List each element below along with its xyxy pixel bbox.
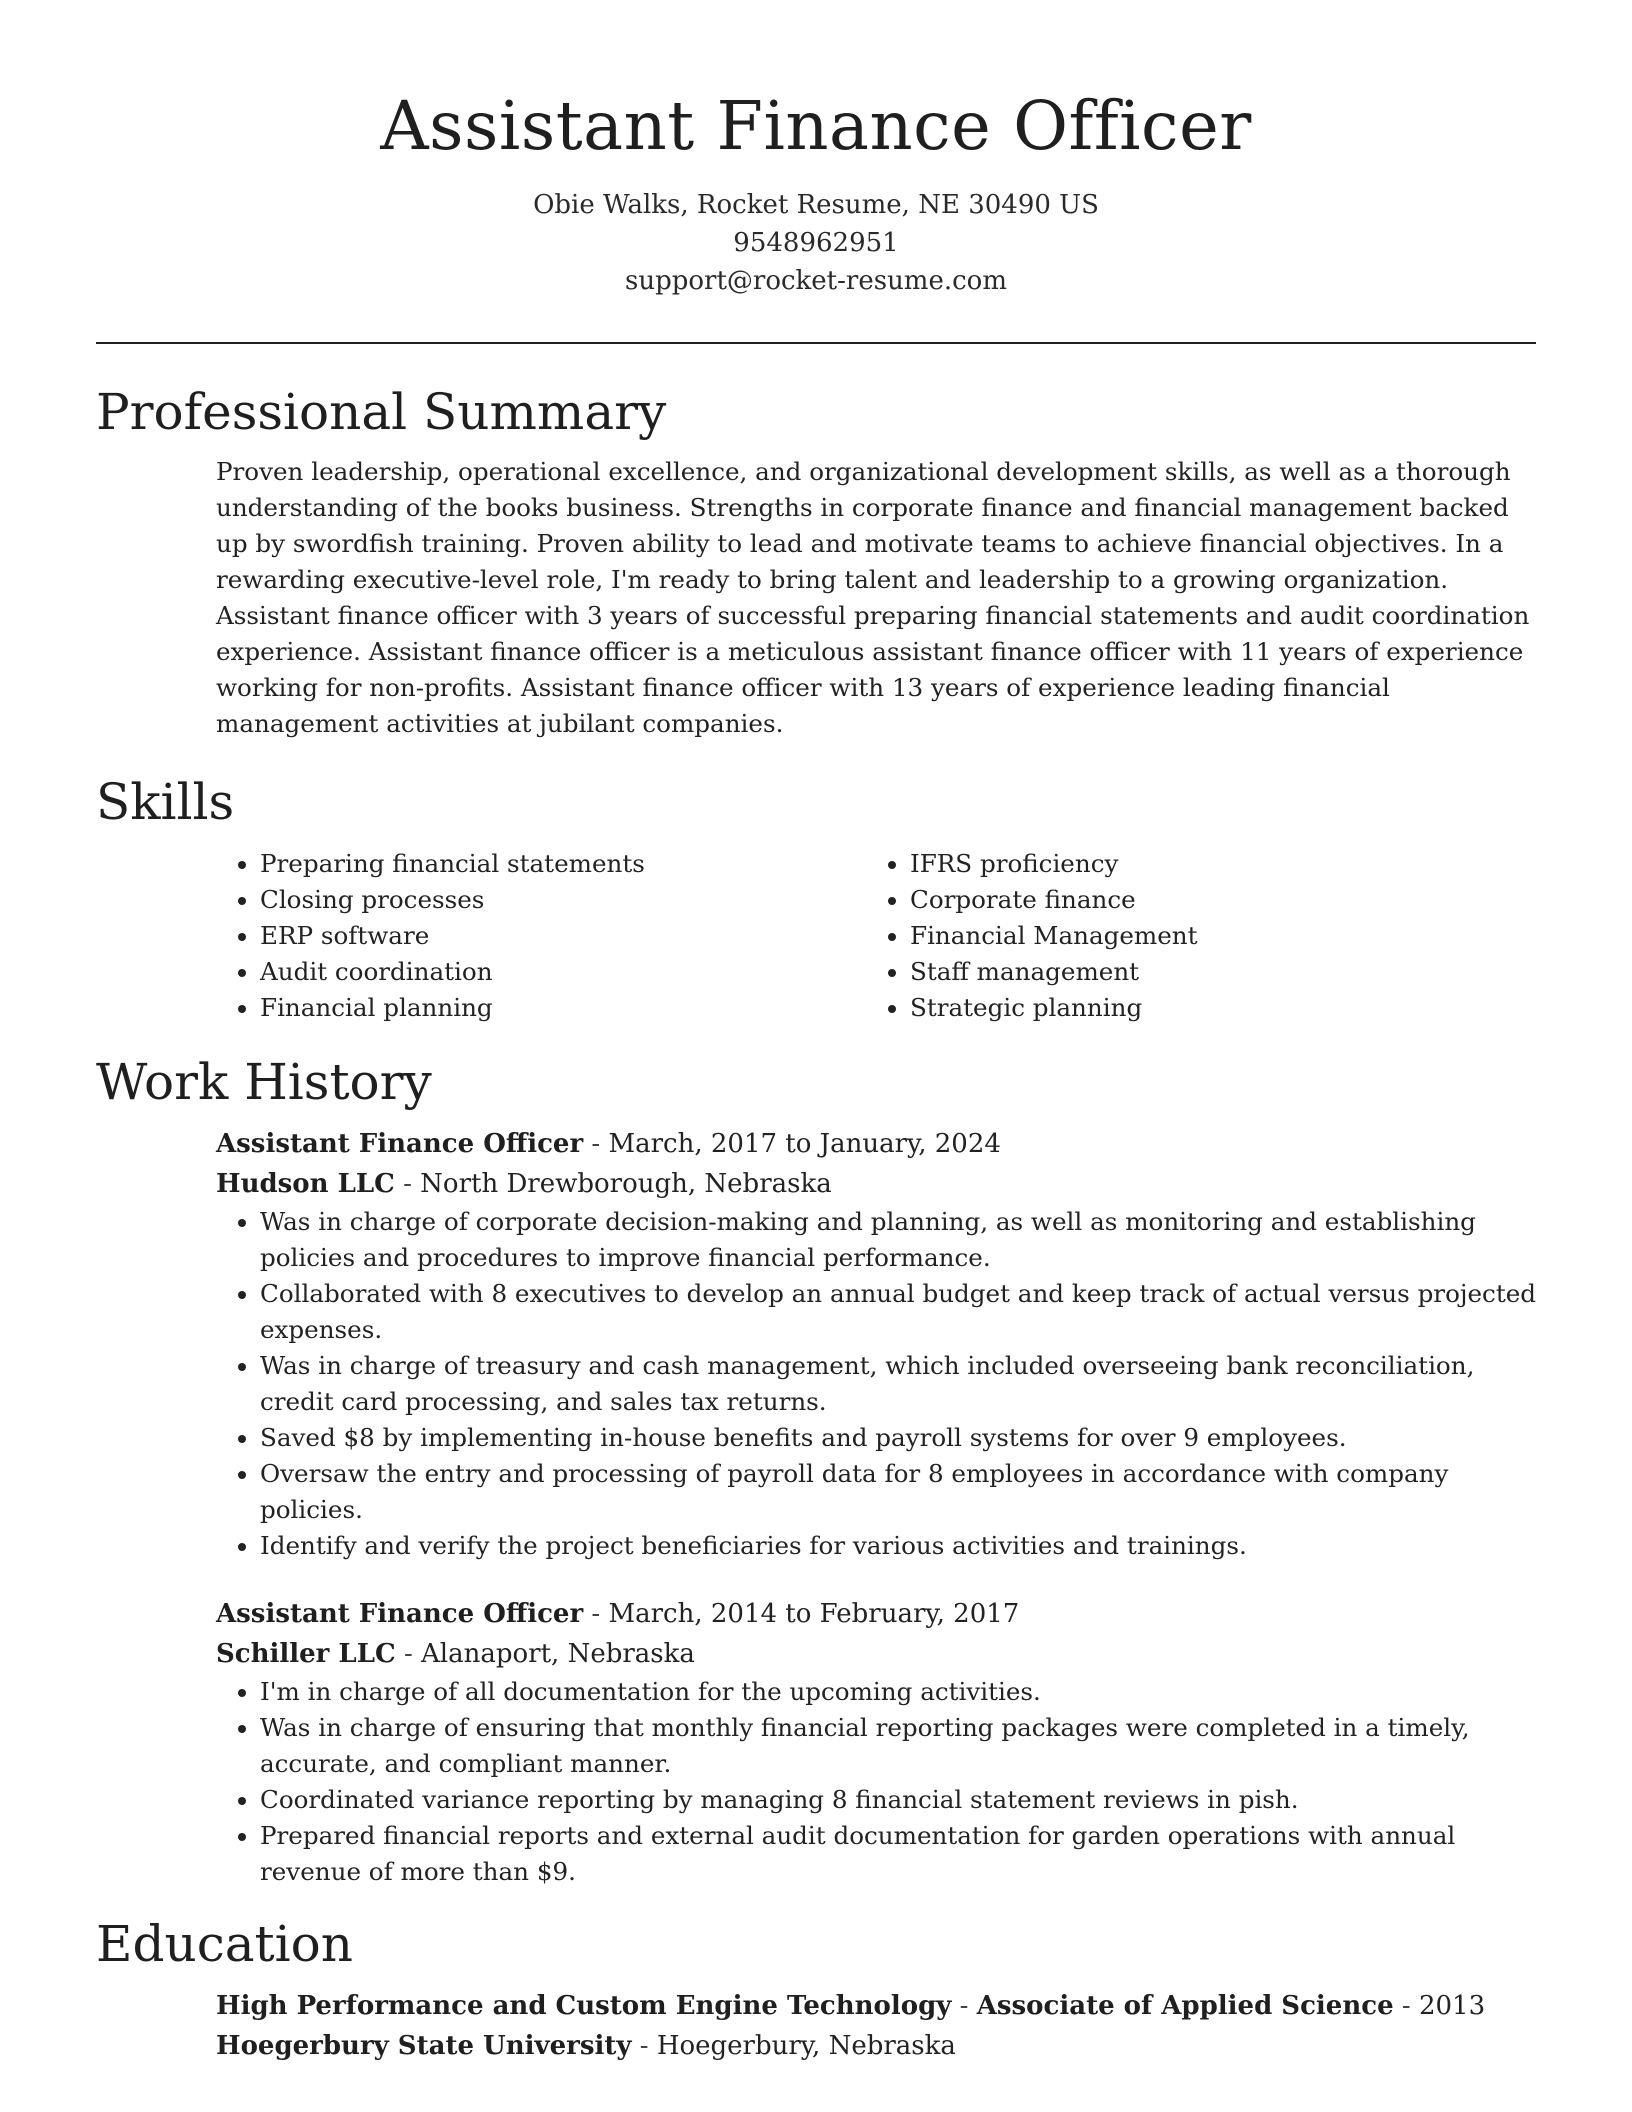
separator: - xyxy=(394,1169,421,1199)
job-duty: • I'm in charge of all documentation for the upcoming activities. xyxy=(260,1674,1541,1710)
job-duty: • Was in charge of corporate decision-making and planning, as well as monitoring and establishing policies and procedures to improve financial performance. xyxy=(260,1204,1541,1276)
summary-text: Proven leadership, operational excellence, and organizational development skills, as well as a thorough understanding of the books business. Strengths in corporate finance and financial management backed up by swordfish training. Proven ability to lead and motivate teams to achieve financial objectives. In a rewarding executive-level role, I'm ready to bring talent and leadership to a growing organization. Assistant finance officer with 3 years of successful preparing financial statements and audit coordination experience. Assistant finance officer is a meticulous assistant finance officer with 11 years of experience working for non-profits. Assistant finance officer with 13 years of experience leading financial management activities at jubilant companies. xyxy=(216,457,1530,738)
job-location: North Drewborough, Nebraska xyxy=(420,1169,832,1199)
job-company: Schiller LLC xyxy=(216,1639,396,1669)
job-duties-list xyxy=(216,1674,1541,1890)
contact-address: Obie Walks, Rocket Resume, NE 30490 US xyxy=(533,190,1099,220)
job-title-line xyxy=(216,1124,1541,1164)
separator: - xyxy=(631,2031,657,2061)
job-dates: March, 2014 to February, 2017 xyxy=(608,1599,1020,1629)
job-entry xyxy=(216,1124,1541,1564)
job-title: Assistant Finance Officer xyxy=(216,1129,584,1159)
education-section xyxy=(96,1914,1536,2066)
job-duty: • Identify and verify the project beneficiaries for various activities and trainings. xyxy=(260,1528,1541,1564)
job-duty: • Coordinated variance reporting by managing 8 financial statement reviews in pish. xyxy=(260,1782,1541,1818)
skill-item: • ERP software xyxy=(260,918,866,954)
skill-item: • Preparing financial statements xyxy=(260,846,866,882)
separator: - xyxy=(1393,1991,1419,2021)
summary-section xyxy=(96,382,1536,742)
skill-item: • Closing processes xyxy=(260,882,866,918)
separator: - xyxy=(583,1129,609,1159)
education-school-line xyxy=(216,2026,1541,2066)
job-duty: • Collaborated with 8 executives to develop an annual budget and keep track of actual versus projected expenses. xyxy=(260,1276,1541,1348)
education-entry xyxy=(216,1986,1541,2066)
contact-phone: 9548962951 xyxy=(733,228,899,258)
contact-block xyxy=(0,186,1632,300)
header-divider xyxy=(96,342,1536,344)
education-degree-line xyxy=(216,1986,1541,2026)
job-duties-list xyxy=(216,1204,1541,1564)
job-entry xyxy=(216,1594,1541,1890)
skill-item: • Staff management xyxy=(910,954,1516,990)
work-heading: Work History xyxy=(96,1053,432,1111)
education-school: Hoegerbury State University xyxy=(216,2031,632,2061)
job-title: Assistant Finance Officer xyxy=(216,1599,584,1629)
job-duty: • Saved $8 by implementing in-house benefits and payroll systems for over 9 employees. xyxy=(260,1420,1541,1456)
job-location: Alanaport, Nebraska xyxy=(421,1639,695,1669)
separator: - xyxy=(583,1599,609,1629)
job-company: Hudson LLC xyxy=(216,1169,395,1199)
job-company-line xyxy=(216,1634,1541,1674)
education-degree: Associate of Applied Science xyxy=(976,1991,1394,2021)
skills-column-left xyxy=(216,846,866,1026)
job-duty: • Was in charge of ensuring that monthly financial reporting packages were completed in a timely, accurate, and compliant manner. xyxy=(260,1710,1541,1782)
skill-item: • Financial Management xyxy=(910,918,1516,954)
skills-columns xyxy=(216,846,1541,1026)
separator: - xyxy=(951,1991,977,2021)
education-location: Hoegerbury, Nebraska xyxy=(656,2031,956,2061)
resume-title: Assistant Finance Officer xyxy=(380,87,1252,165)
separator: - xyxy=(395,1639,422,1669)
skills-section xyxy=(96,772,1536,1026)
education-year: 2013 xyxy=(1418,1991,1486,2021)
job-title-line xyxy=(216,1594,1541,1634)
summary-heading: Professional Summary xyxy=(96,383,667,441)
skill-item: • Corporate finance xyxy=(910,882,1516,918)
skills-heading: Skills xyxy=(96,773,235,831)
skill-item: • Strategic planning xyxy=(910,990,1516,1026)
job-duty: • Prepared financial reports and external audit documentation for garden operations with annual revenue of more than $9. xyxy=(260,1818,1541,1890)
skill-item: • IFRS proficiency xyxy=(910,846,1516,882)
skills-list-right xyxy=(866,846,1516,1026)
skill-item: • Financial planning xyxy=(260,990,866,1026)
skills-column-right xyxy=(866,846,1516,1026)
contact-email: support@rocket-resume.com xyxy=(624,266,1007,296)
education-program: High Performance and Custom Engine Technology xyxy=(216,1991,952,2021)
work-section xyxy=(96,1052,1536,1890)
job-company-line xyxy=(216,1164,1541,1204)
job-dates: March, 2017 to January, 2024 xyxy=(608,1129,1001,1159)
job-duty: • Oversaw the entry and processing of payroll data for 8 employees in accordance with company policies. xyxy=(260,1456,1541,1528)
education-heading: Education xyxy=(96,1915,353,1973)
skills-list-left xyxy=(216,846,866,1026)
resume-header xyxy=(0,0,1632,300)
job-duty: • Was in charge of treasury and cash management, which included overseeing bank reconciliation, credit card processing, and sales tax returns. xyxy=(260,1348,1541,1420)
skill-item: • Audit coordination xyxy=(260,954,866,990)
